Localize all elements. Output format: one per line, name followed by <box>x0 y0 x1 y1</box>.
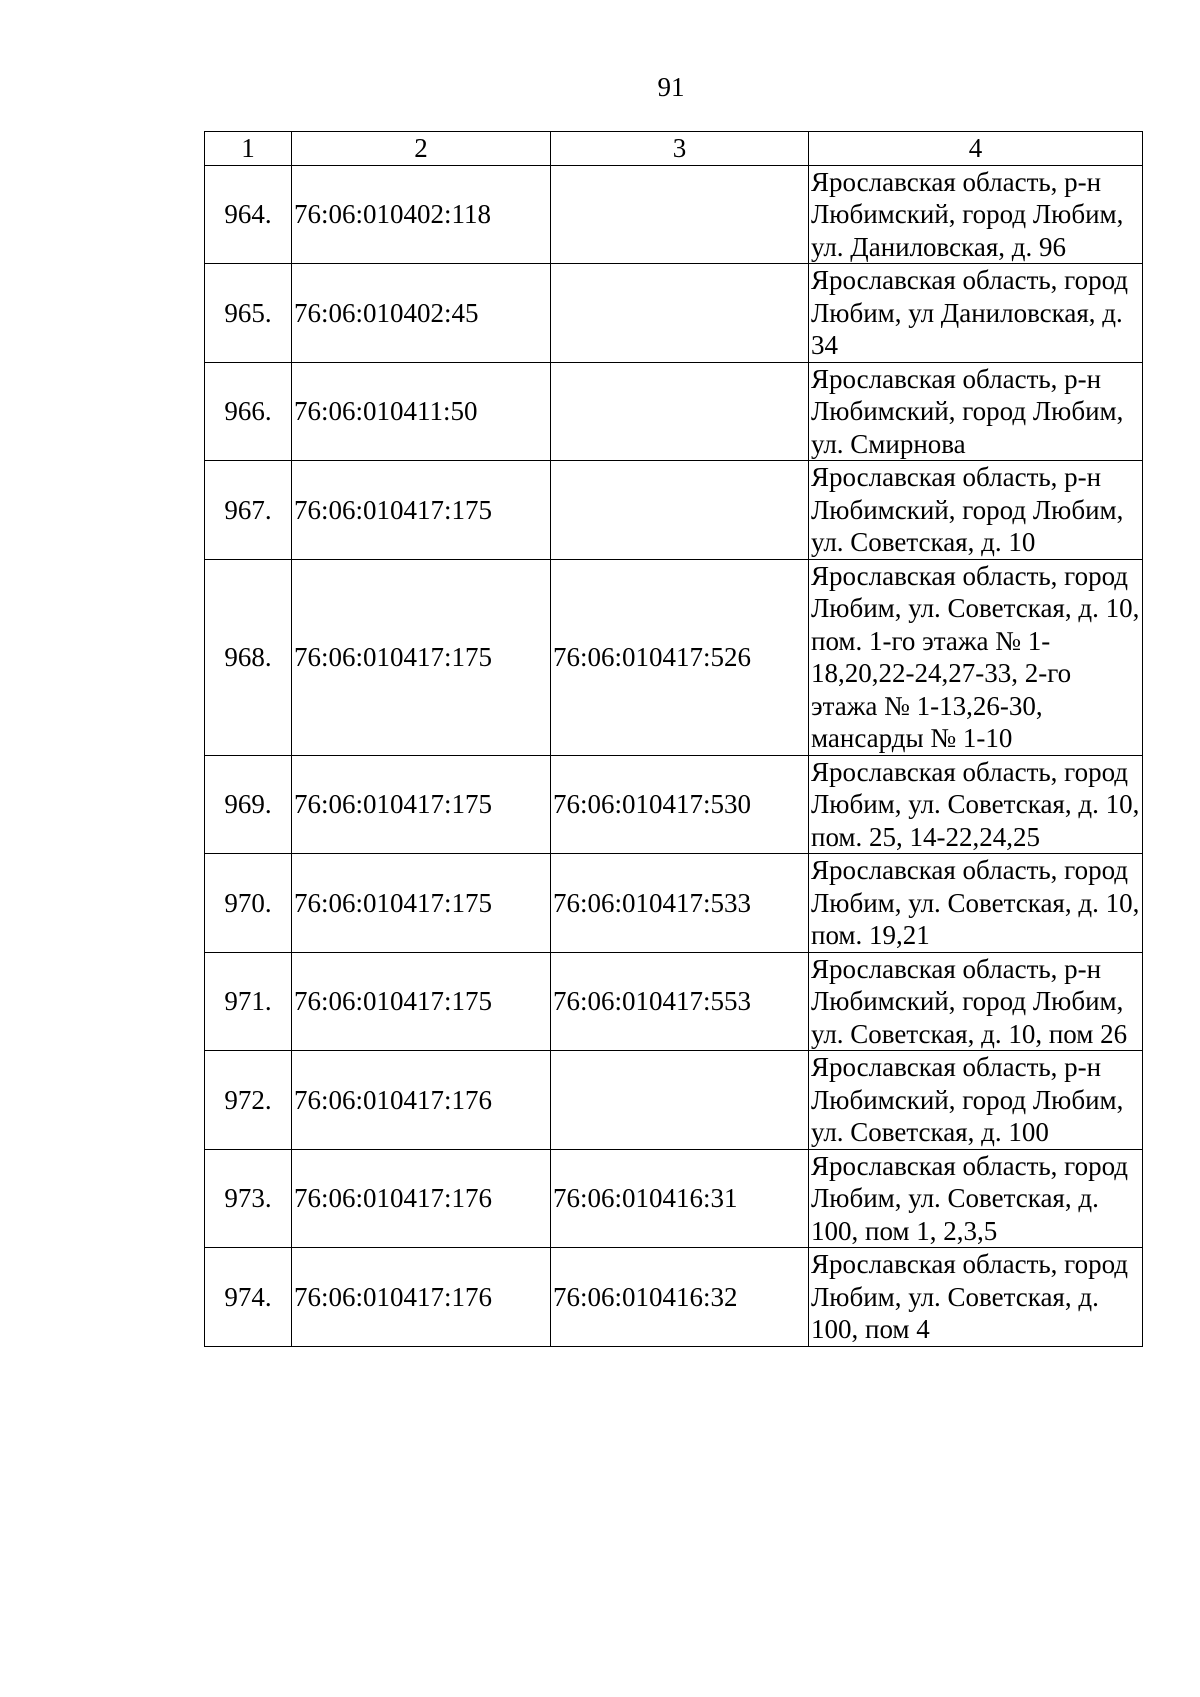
parcel-number-cell: 76:06:010417:175 <box>292 952 551 1051</box>
row-number-cell: 965. <box>205 264 292 363</box>
parcel-number-cell: 76:06:010417:176 <box>292 1149 551 1248</box>
parcel-number-cell: 76:06:010417:175 <box>292 461 551 560</box>
parcel-number-cell: 76:06:010417:175 <box>292 559 551 755</box>
registry-table <box>204 131 1143 1347</box>
table-row <box>205 952 1143 1051</box>
address-cell: Ярославская область, р-н Любимский, город Любим, ул. Советская, д. 100 <box>809 1051 1143 1150</box>
table-row <box>205 1051 1143 1150</box>
address-cell: Ярославская область, р-н Любимский, город Любим, ул. Даниловская, д. 96 <box>809 165 1143 264</box>
object-number-cell <box>551 1051 809 1150</box>
column-header: 2 <box>292 132 551 166</box>
row-number-cell: 968. <box>205 559 292 755</box>
address-cell: Ярославская область, город Любим, ул. Советская, д. 10, пом. 1-го этажа № 1-18,20,22-24,27-33, 2-го этажа № 1-13,26-30, мансарды № 1-10 <box>809 559 1143 755</box>
object-number-cell <box>551 461 809 560</box>
object-number-cell: 76:06:010416:31 <box>551 1149 809 1248</box>
object-number-cell: 76:06:010417:526 <box>551 559 809 755</box>
address-cell: Ярославская область, город Любим, ул. Советская, д. 100, пом 1, 2,3,5 <box>809 1149 1143 1248</box>
address-cell: Ярославская область, р-н Любимский, город Любим, ул. Советская, д. 10 <box>809 461 1143 560</box>
row-number-cell: 967. <box>205 461 292 560</box>
parcel-number-cell: 76:06:010402:45 <box>292 264 551 363</box>
row-number-cell: 973. <box>205 1149 292 1248</box>
table-row <box>205 755 1143 854</box>
table-row <box>205 264 1143 363</box>
address-cell: Ярославская область, город Любим, ул. Советская, д. 100, пом 4 <box>809 1248 1143 1347</box>
parcel-number-cell: 76:06:010417:176 <box>292 1051 551 1150</box>
parcel-number-cell: 76:06:010417:175 <box>292 854 551 953</box>
object-number-cell <box>551 362 809 461</box>
table-row <box>205 461 1143 560</box>
parcel-number-cell: 76:06:010417:176 <box>292 1248 551 1347</box>
object-number-cell <box>551 264 809 363</box>
object-number-cell: 76:06:010416:32 <box>551 1248 809 1347</box>
row-number-cell: 969. <box>205 755 292 854</box>
row-number-cell: 966. <box>205 362 292 461</box>
table-row <box>205 559 1143 755</box>
row-number-cell: 974. <box>205 1248 292 1347</box>
object-number-cell: 76:06:010417:533 <box>551 854 809 953</box>
address-cell: Ярославская область, город Любим, ул. Советская, д. 10, пом. 19,21 <box>809 854 1143 953</box>
column-header: 4 <box>809 132 1143 166</box>
object-number-cell <box>551 165 809 264</box>
parcel-number-cell: 76:06:010417:175 <box>292 755 551 854</box>
row-number-cell: 970. <box>205 854 292 953</box>
table-row <box>205 854 1143 953</box>
row-number-cell: 972. <box>205 1051 292 1150</box>
table-row <box>205 1149 1143 1248</box>
row-number-cell: 971. <box>205 952 292 1051</box>
object-number-cell: 76:06:010417:530 <box>551 755 809 854</box>
address-cell: Ярославская область, р-н Любимский, город Любим, ул. Советская, д. 10, пом 26 <box>809 952 1143 1051</box>
address-cell: Ярославская область, город Любим, ул Даниловская, д. 34 <box>809 264 1143 363</box>
address-cell: Ярославская область, р-н Любимский, город Любим, ул. Смирнова <box>809 362 1143 461</box>
row-number-cell: 964. <box>205 165 292 264</box>
column-header: 1 <box>205 132 292 166</box>
table-header-row <box>205 132 1143 166</box>
table-row <box>205 165 1143 264</box>
column-header: 3 <box>551 132 809 166</box>
page-number: 91 <box>657 72 685 102</box>
address-cell: Ярославская область, город Любим, ул. Советская, д. 10, пом. 25, 14-22,24,25 <box>809 755 1143 854</box>
table-row <box>205 362 1143 461</box>
parcel-number-cell: 76:06:010411:50 <box>292 362 551 461</box>
parcel-number-cell: 76:06:010402:118 <box>292 165 551 264</box>
object-number-cell: 76:06:010417:553 <box>551 952 809 1051</box>
table-row <box>205 1248 1143 1347</box>
